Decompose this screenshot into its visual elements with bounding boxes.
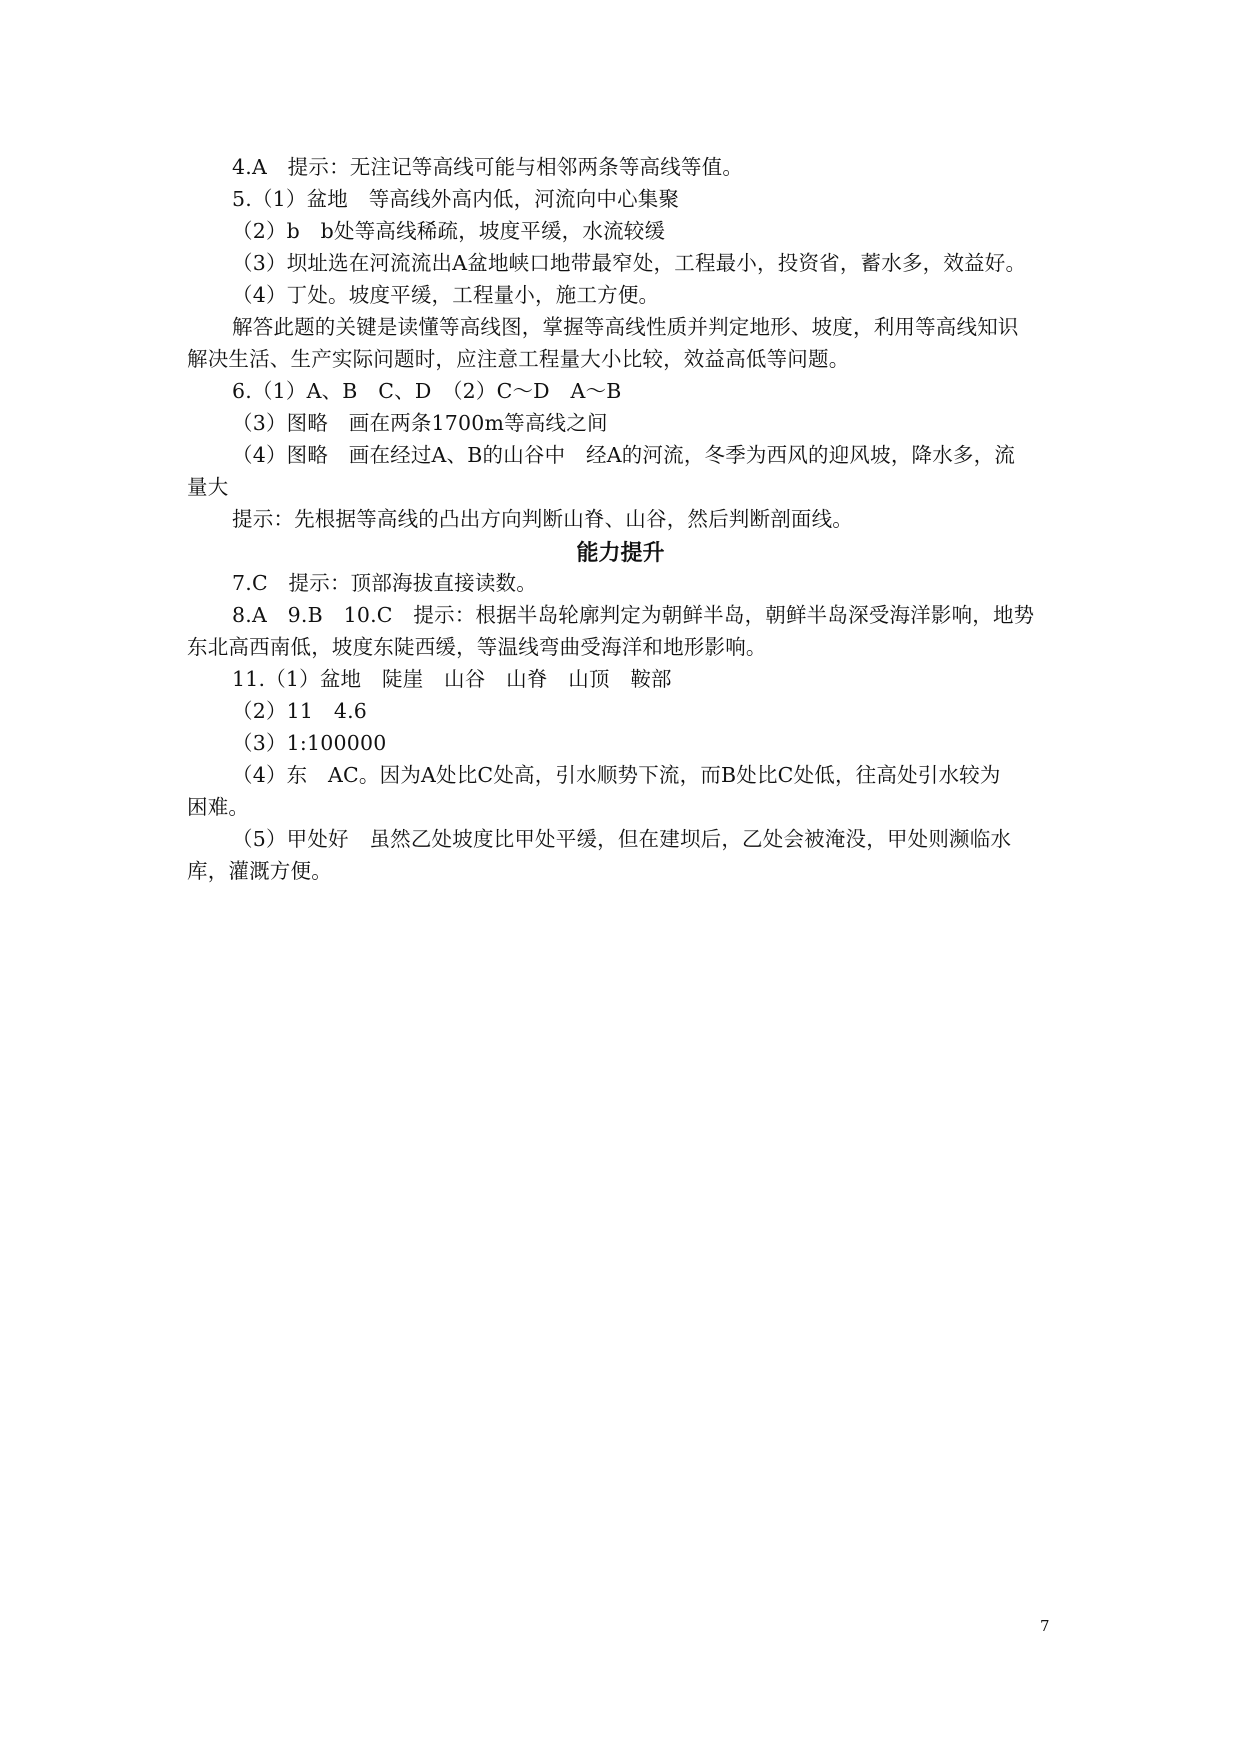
answer-6-4-line1: （4）图略 画在经过A、B的山谷中 经A的河流，冬季为西风的迎风坡，降水多，流	[232, 443, 1016, 467]
answer-6-3: （3）图略 画在两条1700m等高线之间	[232, 411, 608, 435]
section-heading: 能力提升	[576, 541, 665, 566]
answer-7: 7.C 提示：顶部海拔直接读数。	[232, 571, 537, 595]
answer-11-5-line1: （5）甲处好 虽然乙处坡度比甲处平缓，但在建坝后，乙处会被淹没，甲处则濒临水	[232, 827, 1012, 851]
answer-11-4-line1: （4）东 AC。因为A处比C处高，引水顺势下流，而B处比C处低，往高处引水较为	[232, 763, 1001, 787]
answer-5-2: （2）b b处等高线稀疏，坡度平缓，水流较缓	[232, 219, 666, 243]
hint-6: 提示：先根据等高线的凸出方向判断山脊、山谷，然后判断剖面线。	[232, 507, 853, 531]
answer-11-5-line2: 库，灌溉方便。	[187, 859, 332, 883]
answer-11-2: （2）11 4.6	[232, 699, 368, 723]
answer-5-3: （3）坝址选在河流流出A盆地峡口地带最窄处，工程最小，投资省，蓄水多，效益好。	[232, 251, 1027, 275]
explanation-5-line1: 解答此题的关键是读懂等高线图，掌握等高线性质并判定地形、坡度，利用等高线知识	[232, 315, 1019, 339]
page-number: 7	[1040, 1617, 1050, 1635]
answer-11-1: 11.（1）盆地 陡崖 山谷 山脊 山顶 鞍部	[232, 667, 672, 691]
answer-6-1-2: 6.（1）A、B C、D （2）C～D A～B	[232, 379, 622, 403]
answer-6-4-line2: 量大	[187, 475, 229, 499]
answer-4: 4.A 提示：无注记等高线可能与相邻两条等高线等值。	[232, 155, 744, 179]
explanation-5-line2: 解决生活、生产实际问题时，应注意工程量大小比较，效益高低等问题。	[187, 347, 850, 371]
answer-8-10-line2: 东北高西南低，坡度东陡西缓，等温线弯曲受海洋和地形影响。	[187, 635, 767, 659]
answer-5-1: 5.（1）盆地 等高线外高内低，河流向中心集聚	[232, 187, 680, 211]
answer-8-10-line1: 8.A 9.B 10.C 提示：根据半岛轮廓判定为朝鲜半岛，朝鲜半岛深受海洋影响，地势	[232, 603, 1035, 627]
answer-11-3: （3）1:100000	[232, 731, 387, 755]
answer-11-4-line2: 困难。	[187, 795, 250, 819]
answer-5-4: （4）丁处。坡度平缓，工程量小，施工方便。	[232, 283, 660, 307]
